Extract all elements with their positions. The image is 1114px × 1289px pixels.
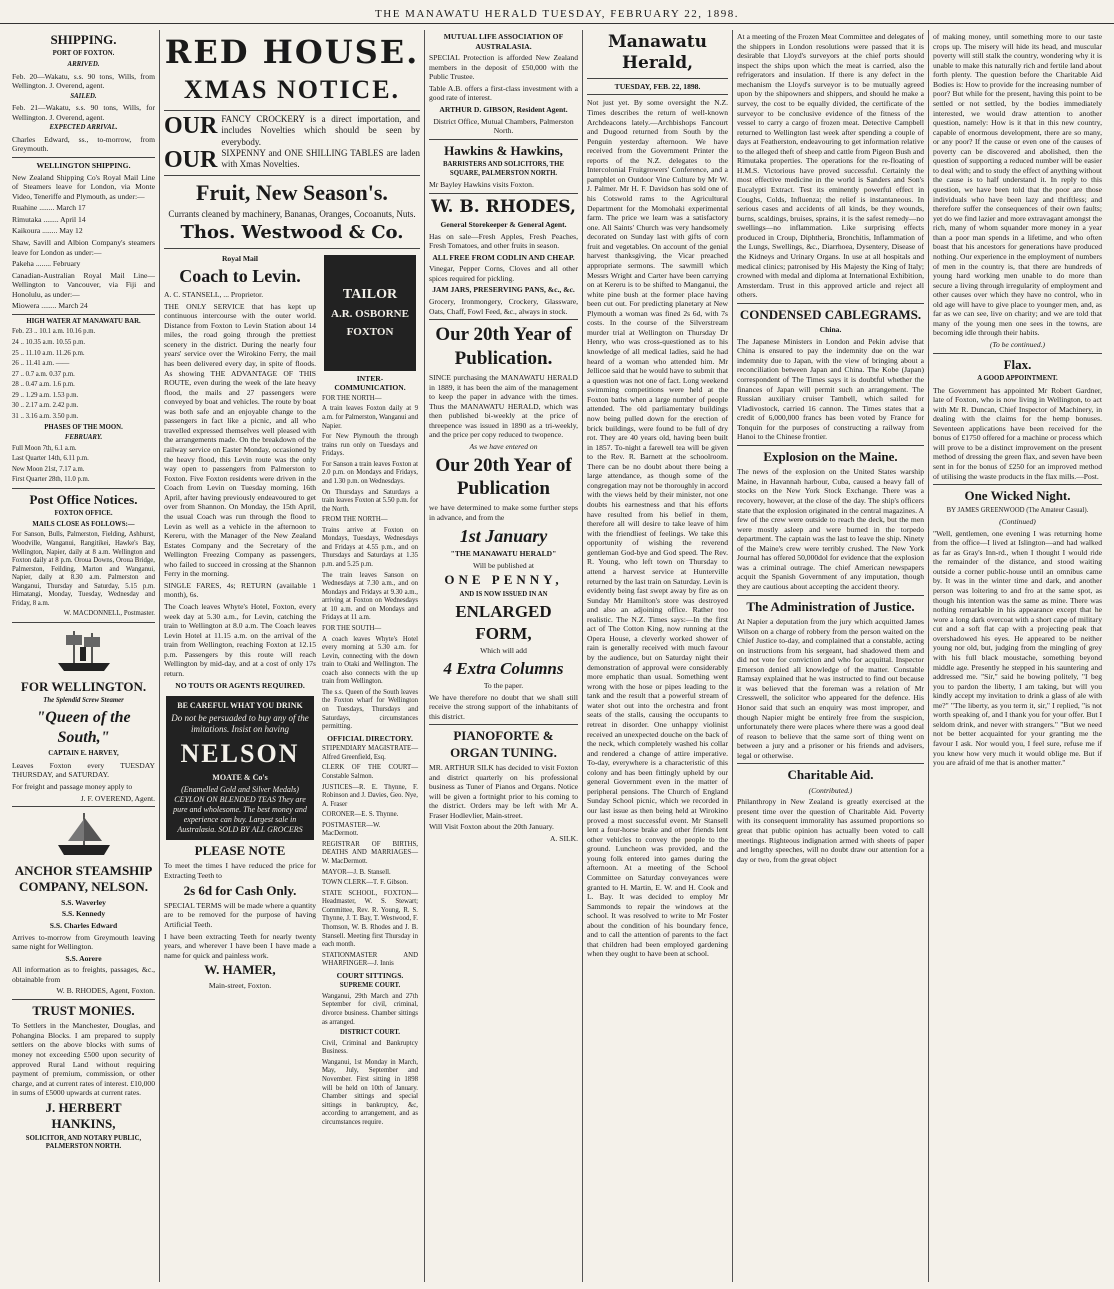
post-office-title: Post Office Notices. [29,491,138,507]
red-house-title: RED HOUSE. [164,33,420,71]
teeth-text: I have been extracting Teeth for nearly twenty years, and wherever I have been I have made a name for quick and painless work. [164,931,316,960]
leaves-text: Leaves Foxton every TUESDAY THURSDAY, and SATURDAY. [12,760,155,780]
which-text: Which will add [480,646,527,656]
fancy-crockery-text: FANCY CROCKERY is a direct importation, and includes Novelties which should be seen by everybody. [221,114,420,147]
osborne-name: A.R. OSBORNE [331,307,409,320]
divider [587,78,728,79]
sixpenny-text: SIXPENNY and ONE SHILLING TABLES are laden with Xmas Novelties. [221,148,420,170]
captain: CAPTAIN E. HARVEY, [48,750,119,758]
anchor-company: ANCHOR STEAMSHIP COMPANY, NELSON. [14,863,153,895]
supreme-text: Wanganui, 29th March and 27th September for civil, criminal, divorce business. Chamber sittings as arranged. [322,992,418,1026]
divider [12,314,155,315]
high-water-row: 30 .. 2.17 a.m. 2.42 p.m. [12,402,79,410]
for-wellington: FOR WELLINGTON. [20,679,147,694]
wellington-shipping-title: WELLINGTON SHIPPING. [36,161,131,170]
first-january: 1st January [459,525,548,546]
aorere: S.S. Aorere [65,953,102,963]
divider [12,622,155,623]
directory-entry: CORONER—E. S. Thynne. [322,811,399,819]
moon-row: Full Moon 7th, 6.1 a.m. [12,444,77,452]
divider [933,353,1102,354]
coach-text: THE ONLY SERVICE that has kept up continuous intercourse with the outer world. Distance from Foxton to Levin Station about 14 miles, the road going through the prettiest scenery in the district. During the nearly four years' service over the Wirokino Ferry, the mail has been delivered every day, in spite of floods. As showing THE ADVANTAGE OF THIS ROUTE, even during the week of the late heavy flood, the mails and 27 passengers were conveyed by boat and vehicles. The route by boat was both safe and an enjoyable change to the passengers in fact like a picnic, and all who travelled expressed themselves well pleased with the arrangements made. On the breakdown of the railway service on Easter Monday, occasioned by the heavy flood, this Levin route was the only way open to passengers from Palmerston to Foxton. Five Foxton residents were driven in the Coach from Levin on Tuesday morning, 16th April, after having previously endeavoured to get over from Shannon. On Monday, the 15th April, the usual Coach was run through the flood to Levin as well as a vehicle in the afternoon to Kereru, with the Manager of the New Zealand Estates Company and the Secretary of the Wellington Freezing Company as passengers, who failed to succeed in crossing at the Shannon Ferry in the morning. [164,301,316,579]
divider [12,157,155,158]
column-shipping [8,30,160,1282]
hankins-sub: SOLICITOR, AND NOTARY PUBLIC, PALMERSTON NORTH. [25,1134,142,1151]
district-court: DISTRICT COURT. [340,1029,400,1037]
cablegrams-title: CONDENSED CABLEGRAMS. [739,306,922,322]
silk-visit: Will Visit Foxton about the 20th January. [429,822,554,832]
divider [12,488,155,489]
divider [12,806,155,807]
freight-text: For freight and passage money apply to [12,781,133,791]
from-north: FROM THE NORTH— [322,516,388,524]
directory-entry: STATIONMASTER AND WHARFINGER—J. Innis [322,951,418,968]
shipping-title: SHIPPING. [50,32,117,47]
please-text: To meet the times I have reduced the price for Extracting Teeth to [164,861,316,880]
inter-text: For New Plymouth the through trains run only on Tuesdays and Fridays. [322,433,418,458]
issued-text: AND IS NOW ISSUED IN AN [459,590,548,598]
charity-title: Charitable Aid. [787,767,874,783]
inter-title: INTER-COMMUNICATION. [334,373,406,393]
inter-text: Trains arrive at Foxton on Mondays, Tuesdays, Wednesdays and Fridays at 4.55 p.m., and on Thursdays and Saturdays at 1.35 p.m. and 5.25 p.m. [322,526,418,569]
high-water-row: 28 .. 0.47 a.m. 1.6 p.m. [12,381,75,389]
for-north: FOR THE NORTH— [322,394,382,402]
our-word: OUR [164,147,218,174]
sailed-text: Feb. 21—Wakatu, s.s. 90 tons, Wills, for Wellington. J. Overend, agent. [12,103,155,122]
directory-entry: MAYOR—J. B. Stansell. [322,868,391,876]
twentieth-year-heading: Our 20th Year of Publication. [435,324,572,370]
wellington-text: New Zealand Shipping Co's Royal Mail Line of Steamers leave for London, via Monte Video, Teneriffe and Plymouth, as under:— [12,172,155,201]
as-we-text: As we have entered on [469,441,538,451]
inter-text: A train leaves Foxton daily at 9 a.m. for Palmerston, Wanganui and Napier. [322,405,418,430]
directory-entry: STIPENDIARY MAGISTRATE—Alfred Greenfield, Esq. [322,745,418,761]
since-text: SINCE purchasing the MANAWATU HERALD in 1889, it has been the aim of the management to keep the paper in advance with the times. Thus the MANAWATU HERALD, which was then published bi-weekly at the price of threepence was issued in 1890 as a tri-weekly, and the price per copy reduced to twopence. [429,373,578,440]
divider [12,999,155,1000]
steamship-illustration [54,811,114,859]
editorial-text: Not just yet. By some oversight the N.Z. Times describes the return of well-known Archdeacons lately.—Archbishops Fancourt and Dugood returned from South by the Penguin yesterday afternoon. We have received from the Government Printer the reports of the N.Z. delegates to the Intercolonial Fruitgrowers' Conference, and a pamphlet on Outdoor Vine Culture by Mr W. J. Palmer. Mr H. F. Davidson has sold one of his Cotswold rams to the Agricultural Department for the Momohaki experimental farm. The price we learn was a satisfactory one. All Saints' Church was very handsomely decorated on Sunday last with gifts of corn fruit and vegetables. On account of the genial harvest thanksgiving, the Vicar preached appropriate sermons. The sawmill which Messrs Wright and Carter have been carrying on at Kereru is to be shifted to Manganui, the white pine bush at the former place having been cut out. For predicting planetary at New Plymouth a woman was fined 2s 6d, with 7s costs. In the course of the Silverstream murder trial at Wellington on Thursday Dr Henry, who was cross-questioned as to his knowledge of all medical ladies, said he had heard of a woman who attended him. Mr Jellicoe said that he would have to submit that a question was not one of fact. Long weekend swimming competitions were held at the Foxton baths when a large number of people attended. The old parliamentary buildings now being pulled down for the erection of brick buildings, were found to be full of dry rot. They are 40 years old, having been built in 1857. To-night a farewell tea will be given to the Rev. R. Barnett at the schoolroom. There can be no doubt about there being a large attendance, as though some of the congregation may not be thoroughly in accord with the views held by their minister, not one doubts his earnestness and that his efforts have resulted from his belief in them, therefore all will desire to take leave of him with the friendliest of feelings. We take this opportunity of wishing the reverend gentleman God-bye and God speed. The Rev. R. Young, who left town on Thursday to attend a harvest service at Hunterville returned by the last train on Saturday. Levin is evidently being fast swept away by fire as on Sunday Mr Hamilton's store was destroyed and also an adjoining office. Rather too realistic. The N.Z. Times says:—In the first act of The Cotton King, now running at the Opera House, a cleverly worked shower of rain is generally received with much favour by the audience, but on Saturday night their demonstration of approval were considerably more emphatic than usual. Something went wrong with the hose or pipes leading to the tank and the result that a powerful stream of water shot out into the orchestra and front seats of the stalls, causing the occupants to retreat in disorder. One unhappy violinist received an unexpected douche on the back of the neck, which completely washed his collar and rendered a change of attire imperative. To-day, everywhere is a characteristic of this colony and has been fittingly upheld by our general Government even in the matter of peripheral pensions. The Church of England Sunday School picnic, which we recorded in our last issue as then being held at Wirokino proved a most successful event. Mr Stansell lent a four-horse brake and other friends lent other vehicles to convey the people to the ground. Luncheon was provided, and the young folk entered into games during the afternoon. At a meeting of the School Committee on Saturday conveyances were granted to H. Martin, E. W. and H. Cook and L. Bay. It was decided to employ Mr Sammonds to repair the windows at the school. It was resolved to write to Mr Foster about the condition of his boundary fence, and to call the attention of parents to the fact that children had been employed gardening when they ought to have been at school. [587,98,728,959]
expected-text: Charles Edward, ss., to-morrow, from Greymouth. [12,134,155,154]
anchor-ship: S.S. Kennedy [61,909,106,919]
divider [164,248,420,249]
supreme-court: SUPREME COURT. [339,982,401,990]
inter-text: The s.s. Queen of the South leaves the Foxton wharf for Wellington on Tuesdays, Thursdays and Saturdays, circumstances permitting. [322,688,418,731]
shaw-text: Shaw, Savill and Albion Company's steamers leave for London as under:— [12,237,155,257]
nelson-co: MOATE & Co's [212,772,268,782]
high-water-title: HIGH WATER AT MANAWATU BAR. [26,317,141,325]
inter-text: The train leaves Sanson on Wednesdays at 7.30 a.m., and on Mondays and Fridays at 9.30 a.m., arriving at Foxton on Wednesdays at 10 a.m. and on Mondays and Fridays at 11 a.m. [322,571,418,622]
divider [587,94,728,95]
jam-jars: JAM JARS, PRESERVING PANS, &c., &c. [432,285,575,295]
directory-entry: TOWN CLERK—T. F. Gibson. [322,879,409,887]
flax-title: Flax. [1003,356,1032,372]
divider [737,303,924,304]
doubt-text: We have therefore no doubt that we shall still receive the strong support of the inhabitants of this district. [429,692,578,721]
mails-text: For Sanson, Bulls, Palmerston, Fielding, Ashhurst, Woodville, Wanganui, Rangitikei, Hawke's Bay, Wellington, Napier, daily at 8 a.m. Wellington and Foxton daily at 8 p.m. Oroua Downs, Oroua Bridge, Palmerston, Feilding, Marton and Wanganui, Napier, daily at 8.30 a.m. Palmerston and Wanganui, Thursday and Saturday, 5.15 p.m. Himatangi, Monday, Tuesday, Wednesday and Friday, 8 a.m. [12,531,155,607]
shaw-sailing: Pakeha ........ February [12,259,81,269]
herald-date: TUESDAY, FEB. 22, 1898. [614,81,701,91]
divider [164,175,420,176]
news-text: At a meeting of the Frozen Meat Committee and delegates of the shippers in London resolutions were passed that it is desirable that Lloyd's surveyors at the chief ports should inspect the ships upon which the meat is carried, also the refrigerators and insulation. If there is any defect in the mechanism the Lloyd's surveyor is to be mutually agreed upon by the shipowners and shippers, and should he make a survey, the cost to be equally divided, the certificate of the surveyor to be conclusive evidence of the fitness of the vessel to carry a cargo of frozen meat. Detective Campbell returned to Wellington last week after spending a couple of days at Featherston, endeavouring to get information relative to the alleged theft of sheep and cattle from Pigeon Bush and Rimutaka properties. The operations for the re-floating of H.M.S. Victorious have proved successful. Certainly the most effective medicine in the world is Sanders and Son's Eucalypti Extract. Test its eminently powerful effect in Coughs, Colds, Influenza; the relief is instantaneous. In serious cases and accidents of all kinds, be they wounds, burns, scaldings, bruises, sprains, it is the safest remedy—no swellings—no inflammation. Like surprising effects produced in Croup, Diphtheria, Bronchitis, Inflammation of the Lungs, Swellings, &c., Diarrhoea, Dysentery, Disease of the Kidneys and Urinary Organs. In use at all hospitals and medical clinics; patronised by His Majesty the King of Italy; crowned with medal and diploma at International Exhibition, Amsterdam. Trust in this approved article and reject all others. [737,32,924,300]
determined-text: we have determined to make some further steps in advance, and from the [429,503,578,522]
extra-columns: 4 Extra Columns [443,658,564,678]
anchor-agent: W. B. RHODES, Agent, Foxton. [56,986,155,996]
our-word: OUR [164,113,218,140]
column-news [733,30,929,1282]
official-directory: OFFICIAL DIRECTORY. [327,733,413,743]
codlin-text: ALL FREE FROM CODLIN AND CHEAP. [432,252,575,262]
westwood-name: Thos. Westwood & Co. [180,222,404,244]
district-text: Civil, Criminal and Bankruptcy Business. [322,1039,418,1056]
hamer-name: W. HAMER, [204,962,276,978]
moon-row: First Quarter 28th, 11.0 p.m. [12,476,90,484]
post-office-sub: FOXTON OFFICE. [54,510,113,518]
nelson-sub: (Enamelled Gold and Silver Medals) CEYLON ON BLENDED TEAS They are pure and wholesome. The best money and experience can buy. Largest sale in Australasia. SOLD BY ALL GROCERS [173,784,307,834]
moon-month: FEBRUARY. [64,434,103,442]
wicked-night-title: One Wicked Night. [964,488,1071,504]
inter-text: A coach leaves Whyte's Hotel every morning at 5.30 a.m. for Levin, connecting with the down train to Otaki and Wellington. The coach also connects with the up train from Wellington. [322,635,418,686]
hawkins-visit: Mr Bayley Hawkins visits Foxton. [429,180,534,190]
sixpenny-notice [164,148,420,172]
royal-mail: Royal Mail [221,253,259,263]
currants-text: Currants cleaned by machinery, Bananas, Oranges, Cocoanuts, Nuts. [168,208,416,219]
cash-only: 2s 6d for Cash Only. [183,882,297,898]
district-text-2: Wanganui, 1st Monday in March, May, July, September and November. First sitting in 1898 will be held on 10th of January. Chamber sittings and special sittings in bankruptcy, &c, according to arrangement, and as circumstances require. [322,1058,418,1126]
tailor-word: TAILOR [342,287,398,303]
fancy-crockery-notice [164,114,420,148]
anchor-ship: S.S. Waverley [61,897,106,907]
directory-entry: JUSTICES—R. E. Thynne, F. Robinson and J. Davies, Geo. Nye, A. Fraser [322,783,418,808]
justice-title: The Administration of Justice. [746,598,915,614]
hawkins-title: Hawkins & Hawkins, [444,142,563,158]
masthead: THE MANAWATU HERALD TUESDAY, FEBRUARY 22, 1898. [0,8,1114,24]
expected-label: EXPECTED ARRIVAL. [49,124,118,132]
directory-entry: STATE SCHOOL, FOXTON—Headmaster, W. S. Stewart; Committee, Rev. R. Young, R. S. Thynne, J. T. Bay, T. Westwood, F. Thomson, W. B. Rhodes and J. B. Stansell. Meeting first Thursday in each month. [322,889,418,949]
one-penny: ONE PENNY, [444,572,563,588]
column-editorial [583,30,733,1282]
vinegar-text: Vinegar, Pepper Corns, Cloves and all other spices required for pickling. [429,264,578,283]
to-be-continued: (To be continued.) [989,340,1046,349]
mutual-text: SPECIAL Protection is afforded New Zealand members in the deposit of £50,000 with the Public Trustee. [429,53,578,82]
divider [737,763,924,764]
high-water-row: Feb. 23 .. 10.1 a.m. 10.16 p.m. [12,328,96,336]
please-note: PLEASE NOTE [194,843,286,859]
moon-row: New Moon 21st, 7.17 a.m. [12,465,85,473]
queen-of-the-south: "Queen of the South," [36,708,131,747]
nelson-top: BE CAREFUL WHAT YOU DRINK [177,701,303,711]
to-paper: To the paper. [483,681,524,691]
sailing-row: Ruahine ........ March 17 [12,203,86,213]
flax-sub: A GOOD APPOINTMENT. [977,374,1058,382]
hankins-name: J. HERBERT HANKINS, [45,1099,122,1132]
gibson-address: District Office, Mutual Chambers, Palmerston North. [433,116,574,136]
coach-and-tailor-row [164,252,420,1130]
mutual-life-title: MUTUAL LIFE ASSOCIATION OF AUSTRALASIA. [443,32,564,51]
osborne-foxton: FOXTON [346,325,394,338]
high-water-row: 29 .. 1.29 a.m. 1.53 p.m. [12,391,79,399]
anchor-info: All information as to freights, passages, &c., obtainable from [12,965,155,984]
sailed-label: SAILED. [70,92,97,100]
silk-text: MR. ARTHUR SILK has decided to visit Foxton and district quarterly on his professional business as Tuner of Pianos and Organs. Notice will be given a fortnight prior to his coming to the district. Orders may be left with Mr A. Fraser Hodlevlier, Main-street. [429,763,578,820]
stansell-proprietor: A. C. STANSELL, ... Proprietor. [164,290,264,299]
sailing-row: Kaikoura ........ May 12 [12,226,83,236]
high-water-row: 26 .. 11.41 a.m. —— [12,360,70,368]
overend-agent: J. F. OVEREND, Agent. [80,793,155,803]
hawkins-sub: BARRISTERS AND SOLICITORS, THE SQUARE, PALMERSTON NORTH. [442,161,564,177]
inter-text: For Sanson a train leaves Foxton at 2.0 p.m. on Mondays and Fridays, and 1.30 p.m. on Wednesdays. [322,460,418,485]
court-sittings: COURT SITTINGS. [336,970,404,980]
contributed-label: (Contributed.) [808,785,853,795]
twentieth-year-heading-2: Our 20th Year of Publication [435,454,572,500]
column-features [929,30,1106,1282]
high-water-row: 24 .. 10.35 a.m. 10.55 p.m. [12,339,86,346]
divider [429,319,578,320]
coach-advert [164,252,316,1130]
high-water-row: 31 .. 3.16 a.m. 3.50 p.m. [12,412,79,420]
port-heading: PORT OF FOXTON. [52,50,115,58]
herald-title: Manawatu Herald, [607,32,708,74]
divider [429,193,578,194]
table-text: Table A.B. offers a first-class investment with a good rate of interest. [429,83,578,103]
for-south: FOR THE SOUTH— [322,624,382,632]
piano-title: PIANOFORTE & ORGAN TUNING. [450,728,557,760]
rhodes-sub: General Storekeeper & General Agent. [440,220,567,230]
fruit-heading: Fruit, New Season's. [196,180,388,206]
divider [429,724,578,725]
canadian-text: Canadian-Australian Royal Mail Line—Wellington to Vancouver, via Fiji and Honolulu, as under:— [12,270,155,299]
canadian-sailing: Miowera ........ March 24 [12,301,88,311]
gibson-name: ARTHUR D. GIBSON, Resident Agent. [439,104,568,114]
nelson-name: NELSON [180,738,300,768]
wicked-night-text: "Well, gentlemen, one evening I was returning home from the office—I lived at Islington—and had walked as far as Gray's Inn-rd., when I thought I would ride the remainder of the distance, and stood waiting outside a corner public-house until an omnibus came by. It was in the winter time and dark, and another person was loitering to and fro at the same spot, as though his intention was the same as mine. There was nothing remarkable in his appearance except that he wore a long dark overcoat with a short cape of military cut and a soft flat cap with a projecting peak that overshadowed his eyes. He appeared to be neither young nor old, but, judging from the mingling of grey with his full black moustache, something beyond middle age. Presently he stepped in his sauntering and addressed me. "Sir," said he bowing politely, "I beg you to pardon the liberty, I am taking, but will you kindly accept my invitation to drink a glass of ale with me?" "The liberty, as you term it, sir," I replied, "is not worth speaking of, and I thank you for your offer. But I seldom drink, and never with strangers." "But we need not be better acquainted for your granting me the favour I ask. Nor would you, I feel sure, refuse me if you knew how very much it would oblige me. But if you are afraid of me that is another matter." [933,528,1102,768]
china-heading: China. [819,325,842,335]
moon-row: Last Quarter 14th, 6.11 p.m. [12,455,89,463]
anchor-text: Arrives to-morrow from Greymouth leaving same night for Wellington. [12,932,155,952]
maine-text: The news of the explosion on the United States warship Maine, in Havannah harbour, Cuba, caused a heavy fall of stocks on the New York Stock Exchange. There was a recovery, however, at the close of the day. The ship's officers state that the explosion originated in the central magazines. A few of the crew were outside to reach the deck, but the men were mostly asleep and were burned in the torpedo department. The captain was the last to leave the ship. Ninety of the Maine's crew were terribly crushed. The New York Journal has offered 50,000dol for evidence that the explosion was a criminal outrage. The chief American newspapers acquit the Spanish Government of any imputation, though they are cautious about accepting the accident theory. [737,467,924,591]
rhodes-title: W. B. RHODES, [431,196,576,217]
arrived-label: ARRIVED. [67,60,100,68]
fares-text: SINGLE FARES, 4s; RETURN (available 1 month), 6s. [164,580,316,600]
hamer-address: Main-street, Foxton. [208,980,272,990]
inter-text: On Thursdays and Saturdays a train leaves Foxton at 5.50 p.m. for the North. [322,488,418,513]
silk-name: A. SILK. [549,833,578,843]
rhodes-text: Has on sale—Fresh Apples, Fresh Peaches, Fresh Tomatoes, and other fruits in season. [429,231,578,251]
divider [737,595,924,596]
arrived-text: Feb. 20—Wakatu, s.s. 90 tons, Wills, from Wellington. J. Overend, agent. [12,71,155,91]
column-advertisements [160,30,425,1282]
nelson-tea-advert [166,696,314,840]
divider [429,139,578,140]
charity-continued-text: of making money, until something more to our taste crops up. The misery will hide its head, and muscular poverty will still stalk the country, wondering why it is unable to make this naturally rich and fertile land about forth plenty. The question before the Charitable Aid Bodies is: How to provide for the increasing number of poor? But while for the present, having this point to be settled or not settled, by the bodies immediately interested, we would draw attention to another question, namely: How is it that in this new country, capable of enormous development, there are so many, or any poor? If the cause or even one of the causes of poverty can be discovered and abolished, then the question of supporting a reduced number will be easier to deal with; and to study the effect of anything without the cause is to half understand it. In reply to this question, we have been told that the poor are those individuals who have been lazy and thriftless; and therefore suffer the consequences of their own faults; yet do we find lazier and more extravagant amongst the rich, many of whom squander more money in a year than a poor man spends in a lifetime, and who often boast that his ancestors for generations have produced nothing. Our experience in the employment of numbers of men in the country is, that there are hundreds of young hard working men unable to do more than secure a living through irregularity of employment and other causes over which they have no control, who in old age will have to give place to younger men, and, as far as we can see, live on charity; and we are told that many of the young men one sees in the towns, are becoming idle through their habits. [933,32,1102,338]
directory-entry: REGISTRAR OF BIRTHS, DEATHS AND MARRIAGES—W. MacDermott. [322,840,418,866]
high-water-row: 27 .. 0.7 a.m. 0.37 p.m. [12,370,75,378]
herald-name: "THE MANAWATU HERALD" [450,549,557,559]
ship-illustration [54,627,114,675]
wicked-night-continued: (Continued) [999,517,1036,527]
special-terms: SPECIAL TERMS will be made where a quantity are to be removed for the purpose of having Artificial Teeth. [164,900,316,930]
flax-text: The Government has appointed Mr Robert Gardner, late of Foxton, who is now living in Wellington, to act with Mr R. Duncan, Chief Inspector of Machinery, in dealing with the claims for the hemp bonuses. Seventeen applications have been received for the bonus of £1750 offered for a machine or process which will prove to be a distinct improvement on the present method of dressing the green flax, and seven have been sent in for the bonus of £250 for an improved method of utilising the waste products in the flax mills.—Post. [933,385,1102,481]
postmaster: W. MACDONNELL, Postmaster. [63,610,155,618]
column-notices [425,30,583,1282]
osborne-tailor-advert [324,255,416,371]
divider [933,484,1102,485]
justice-text: At Napier a deputation from the jury which acquitted James Wilson on a charge of robbery from the person waited on the Chief Justice to-day, and complained that a constable, acting on instructions from his sergeant, had shadowed them and did not vote for conviction and who for acquittal. Inspector Emerson denied all knowledge of the matter. Constable Ramsay explained that he was instructed to find out because it was believed that the foreman was a relation of Mr Cresswell, the solicitor who appeared for the defence. His Honor said that such an enquiry was most improper, and though Napier might be entirely free from the suspicion, unfortunately there were places where there was a good deal of reason to believe that the same sort of thing went on between a jury and a prisoner or his friends and advisers, legal or otherwise. [737,616,924,760]
tailor-and-directory [322,252,418,1130]
coach-to-levin: Coach to Levin. [179,266,301,287]
trust-monies-title: TRUST MONIES. [32,1002,135,1018]
enlarged-form: ENLARGED FORM, [455,602,552,643]
trust-text: To Settlers in the Manchester, Douglas, and Pohangina Blocks. I am prepared to supply settlers on the above blocks with sums of money not exceeding £500 upon security of approved Rural Land without requiring payment of premium, commission, or other charge, and at current rates of interest. £10,000 in sums of £5000 upwards at current rates. [12,1021,155,1098]
anchor-ship: S.S. Charles Edward [49,920,118,930]
directory-entry: POSTMASTER—W. MacDermott. [322,821,381,838]
published-text: Will be published at [472,560,535,570]
high-water-row: 25 .. 11.10 a.m. 11.26 p.m. [12,349,85,357]
xmas-notice: XMAS NOTICE. [183,75,401,105]
grocery-text: Grocery, Ironmongery, Crockery, Glassware, Oats, Chaff, Fowl Feed, &c., always in stock. [429,297,578,316]
maine-title: Explosion on the Maine. [763,448,898,464]
divider [737,445,924,446]
columns [8,30,1106,1282]
no-touts: NO TOUTS OR AGENTS REQUIRED. [175,680,305,690]
moon-title: PHASES OF THE MOON. [44,423,123,431]
charity-text: Philanthropy in New Zealand is greatly exercised at the present time over the question of Charitable Aid. Poverty with its consequent immorality has assumed proportions so great that public opinion has actually been voted to call meetings. Righteous indignation armed with sheets of paper and lengthy speeches, will no doubt draw our attention for a day or two, from the great object [737,797,924,864]
china-text: The Japanese Ministers in London and Pekin advise that China is ensured to pay the indemnity due on the war indemnity due to Japan, with the view of bringing about a reconciliation between Japan and China. The Kobe (Japan) correspondent of The Times says it is doubtful whether the finances of Japan will permit such an arrangement. The Russian auxiliary cruiser Tambell, which sailed for Vladivostock, carried 16 cannon. The Times states that a credit of 6,000,000 francs has been voted by France for Tonquin for the purposes of constructing a railway from Hanoi to the Chinese frontier. [737,336,924,442]
divider [164,110,420,111]
directory-entry: CLERK OF THE COURT—Constable Salmon. [322,764,418,780]
coach-text-2: The Coach leaves Whyte's Hotel, Foxton, every week day at 5.30 a.m., for Levin, catching the train to Wellington at 8.0 a.m. The Coach leaves Levin Hotel at 11.15 a.m. on the arrival of the train from Wellington, reaching Foxton at 12.15 p.m. Passengers by this route will reach Wellington by mid-day, and at a cost of only 17s return. [164,602,316,678]
nelson-text: Do not be persuaded to buy any of the imitations. Insist on having [171,713,309,735]
splendid-steamer: The Splendid Screw Steamer [43,697,124,705]
sailing-row: Rimutaka ........ April 14 [12,214,86,224]
wicked-night-byline: BY JAMES GREENWOOD (The Amateur Casual). [946,506,1089,514]
mails-heading: MAILS CLOSE AS FOLLOWS:— [32,520,135,528]
